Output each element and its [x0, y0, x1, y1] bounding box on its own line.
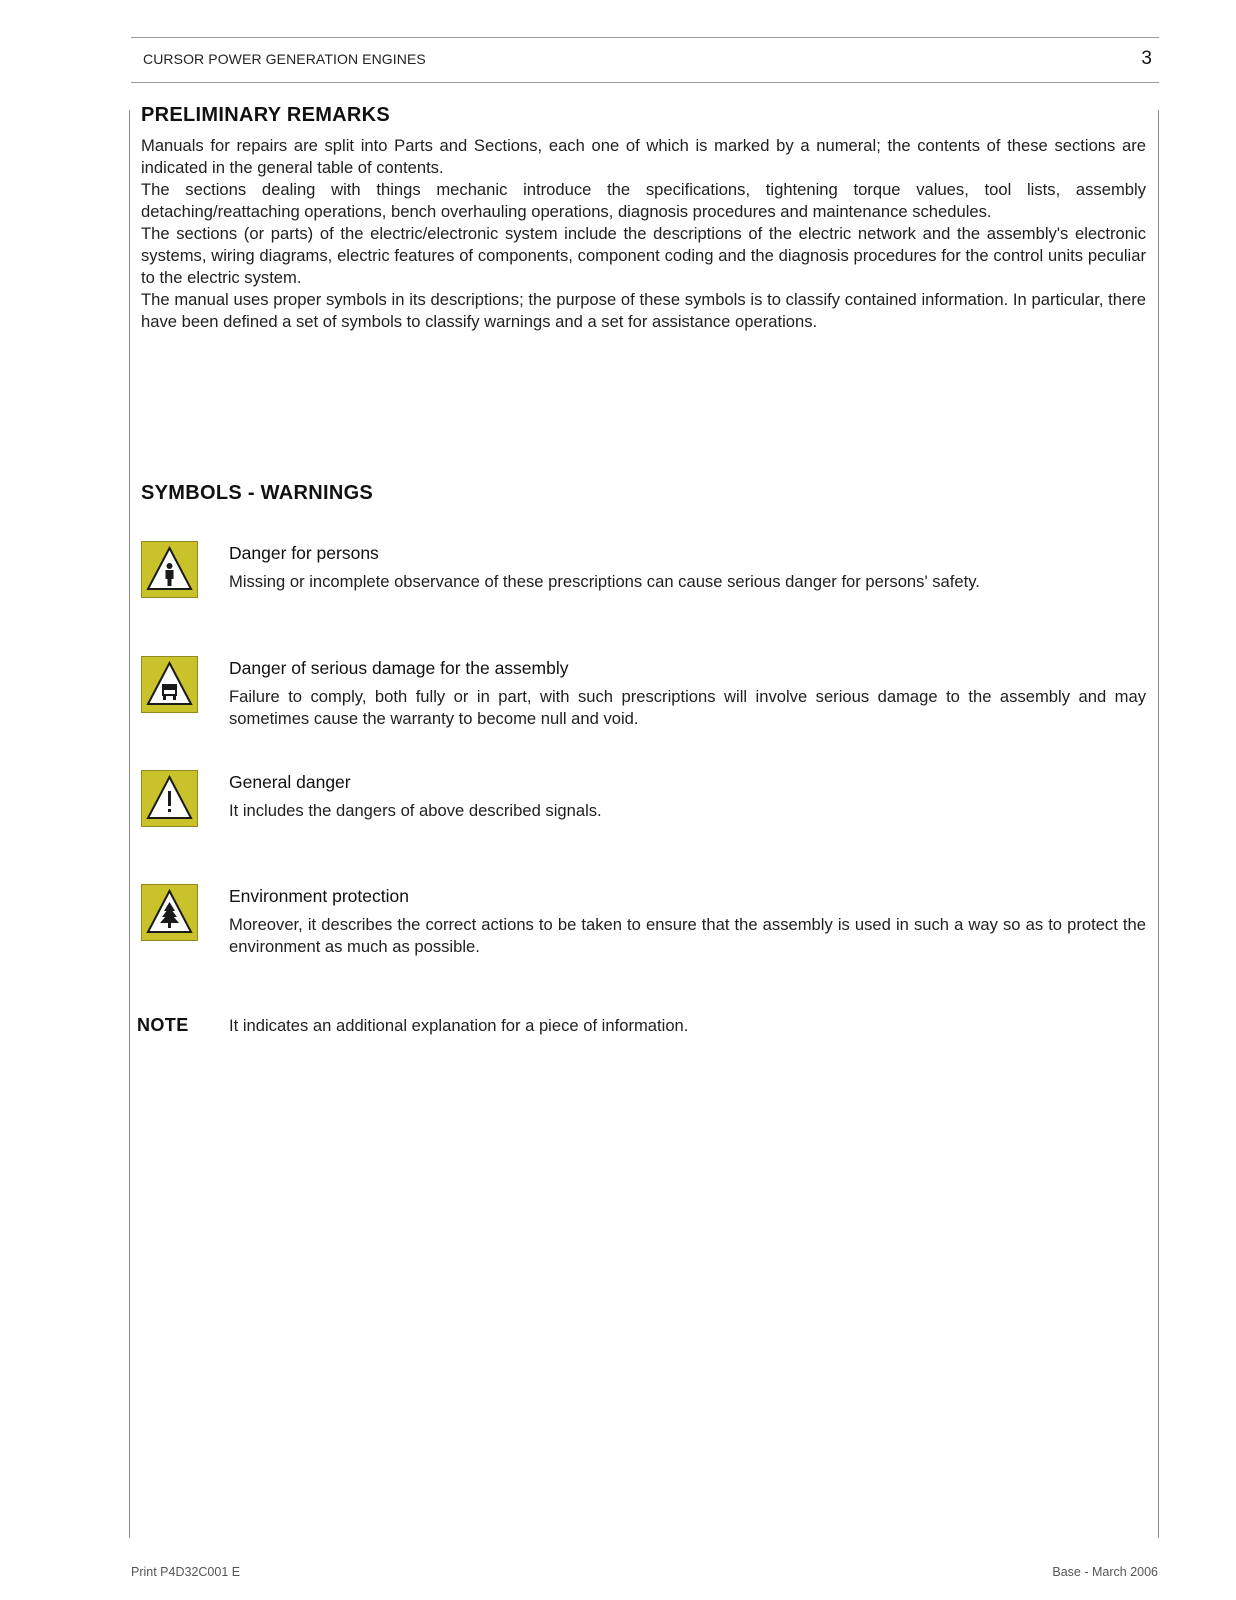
header-bottom-rule [131, 82, 1159, 83]
preliminary-remarks-section [141, 104, 1146, 333]
preliminary-paragraph: The sections dealing with things mechanic introduce the specifications, tightening torque values, tool lists, assembly detaching/reattaching operations, bench overhauling operations, diagnosis procedures and maintenance schedules. [141, 180, 1146, 221]
assembly-damage-icon [141, 656, 198, 713]
symbol-description: It includes the dangers of above described signals. [229, 801, 602, 820]
symbol-title: Environment protection [229, 886, 409, 906]
page-number: 3 [1141, 48, 1152, 69]
footer-print-code: Print P4D32C001 E [131, 1565, 241, 1579]
symbol-description: Missing or incomplete observance of these prescriptions can cause serious danger for persons' safety. [229, 572, 980, 591]
preliminary-paragraph: Manuals for repairs are split into Parts and Sections, each one of which is marked by a numeral; the contents of these sections are indicated in the general table of contents. [141, 136, 1146, 177]
symbol-description: Moreover, it describes the correct actions to be taken to ensure that the assembly is used in such a way so as to protect the environment as much as possible. [229, 915, 1146, 956]
general-danger-icon [141, 770, 198, 827]
preliminary-remarks-heading: PRELIMINARY REMARKS [141, 104, 391, 126]
environment-protection-icon [141, 884, 198, 941]
right-margin-rule [1158, 110, 1159, 1538]
footer-edition: Base - March 2006 [1052, 1565, 1158, 1579]
symbol-title: General danger [229, 772, 351, 792]
note-text: It indicates an additional explanation for a piece of information. [229, 1016, 689, 1035]
symbol-title: Danger for persons [229, 543, 379, 563]
header-top-rule [131, 37, 1159, 38]
preliminary-paragraph: The manual uses proper symbols in its descriptions; the purpose of these symbols is to classify contained information. In particular, there have been defined a set of symbols to classify warnings and a set for assistance operations. [141, 290, 1146, 331]
symbols-warnings-heading: SYMBOLS - WARNINGS [141, 482, 374, 504]
danger-persons-icon [141, 541, 198, 598]
note-label: NOTE [137, 1015, 189, 1035]
symbol-title: Danger of serious damage for the assembly [229, 658, 569, 678]
preliminary-paragraph: The sections (or parts) of the electric/electronic system include the descriptions of the electric network and the assembly's electronic systems, wiring diagrams, electric features of components, component coding and the diagnosis procedures for the control units peculiar to the electric system. [141, 224, 1146, 287]
left-margin-rule [129, 110, 130, 1538]
symbol-description: Failure to comply, both fully or in part, with such prescriptions will involve serious damage to the assembly and may sometimes cause the warranty to become null and void. [229, 687, 1146, 728]
header-title: CURSOR POWER GENERATION ENGINES [143, 51, 426, 67]
